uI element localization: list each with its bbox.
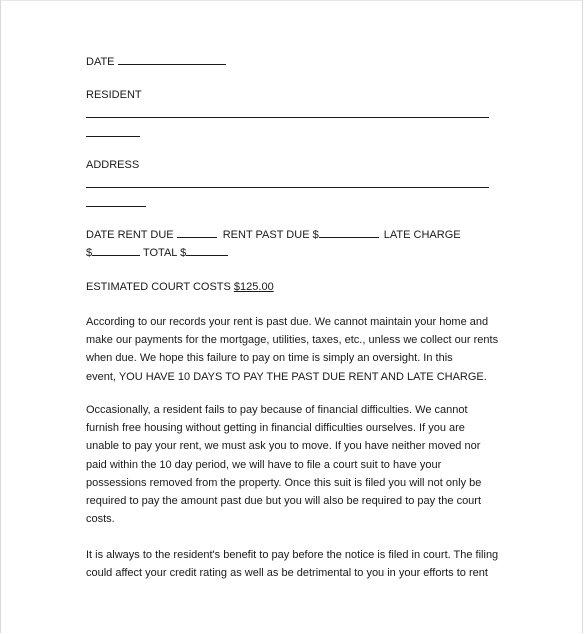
dollar-sign: $ bbox=[86, 247, 93, 259]
late-charge-blank bbox=[92, 244, 140, 256]
paragraph-line: It is always to the resident's benefit to pay before the notice is filed in court. The filing bbox=[86, 549, 499, 561]
rent-due-blank bbox=[177, 226, 217, 238]
rent-past-due-label: RENT PAST DUE $ bbox=[222, 229, 319, 241]
date-label: DATE bbox=[86, 56, 115, 68]
paragraph-line: could affect your credit rating as well as be detrimental to you in your efforts to rent bbox=[86, 567, 488, 580]
paragraph-line: possessions removed from the property. Once this suit is filed you will not only be bbox=[86, 476, 482, 489]
paragraph-line: required to pay the amount past due but you will also be required to pay the court bbox=[86, 495, 482, 508]
paragraph-2 bbox=[86, 401, 491, 528]
paragraph-1 bbox=[86, 313, 499, 386]
resident-line-2 bbox=[86, 136, 140, 137]
total-blank bbox=[186, 244, 228, 256]
total-label: TOTAL $ bbox=[142, 247, 187, 259]
address-line-1 bbox=[86, 187, 489, 188]
court-costs-row bbox=[86, 278, 274, 296]
resident-line-1 bbox=[86, 117, 489, 118]
date-row bbox=[86, 53, 226, 71]
court-costs-value: $125.00 bbox=[233, 281, 274, 293]
rent-past-due-blank bbox=[319, 226, 379, 238]
total-row bbox=[86, 244, 228, 262]
paragraph-line: unable to pay your rent, we must ask you to move. If you have neither moved nor bbox=[86, 440, 481, 453]
paragraph-3 bbox=[86, 546, 499, 582]
late-charge-label: LATE CHARGE bbox=[383, 229, 461, 241]
court-costs-label: ESTIMATED COURT COSTS bbox=[86, 281, 231, 293]
paragraph-line: costs. bbox=[86, 513, 115, 526]
address-label: ADDRESS bbox=[86, 159, 140, 171]
paragraph-line: Occasionally, a resident fails to pay because of financial difficulties. We cannot bbox=[86, 404, 468, 416]
date-blank bbox=[118, 53, 226, 65]
resident-label: RESIDENT bbox=[86, 89, 142, 101]
rent-due-label: DATE RENT DUE bbox=[86, 229, 174, 241]
paragraph-line: when due. We hope this failure to pay on time is simply an oversight. In this bbox=[86, 352, 453, 365]
address-line-2 bbox=[86, 206, 146, 207]
paragraph-line: furnish free housing without getting in financial difficulties ourselves. If you are bbox=[86, 422, 465, 435]
rent-row bbox=[86, 226, 461, 244]
paragraph-line: event, YOU HAVE 10 DAYS TO PAY THE PAST DUE RENT AND LATE CHARGE. bbox=[86, 370, 487, 383]
paragraph-line: make our payments for the mortgage, utilities, taxes, etc., unless we collect our rents bbox=[86, 334, 499, 347]
paragraph-line: According to our records your rent is past due. We cannot maintain your home and bbox=[86, 316, 489, 328]
paragraph-line: paid within the 10 day period, we will have to file a court suit to have your bbox=[86, 458, 442, 471]
